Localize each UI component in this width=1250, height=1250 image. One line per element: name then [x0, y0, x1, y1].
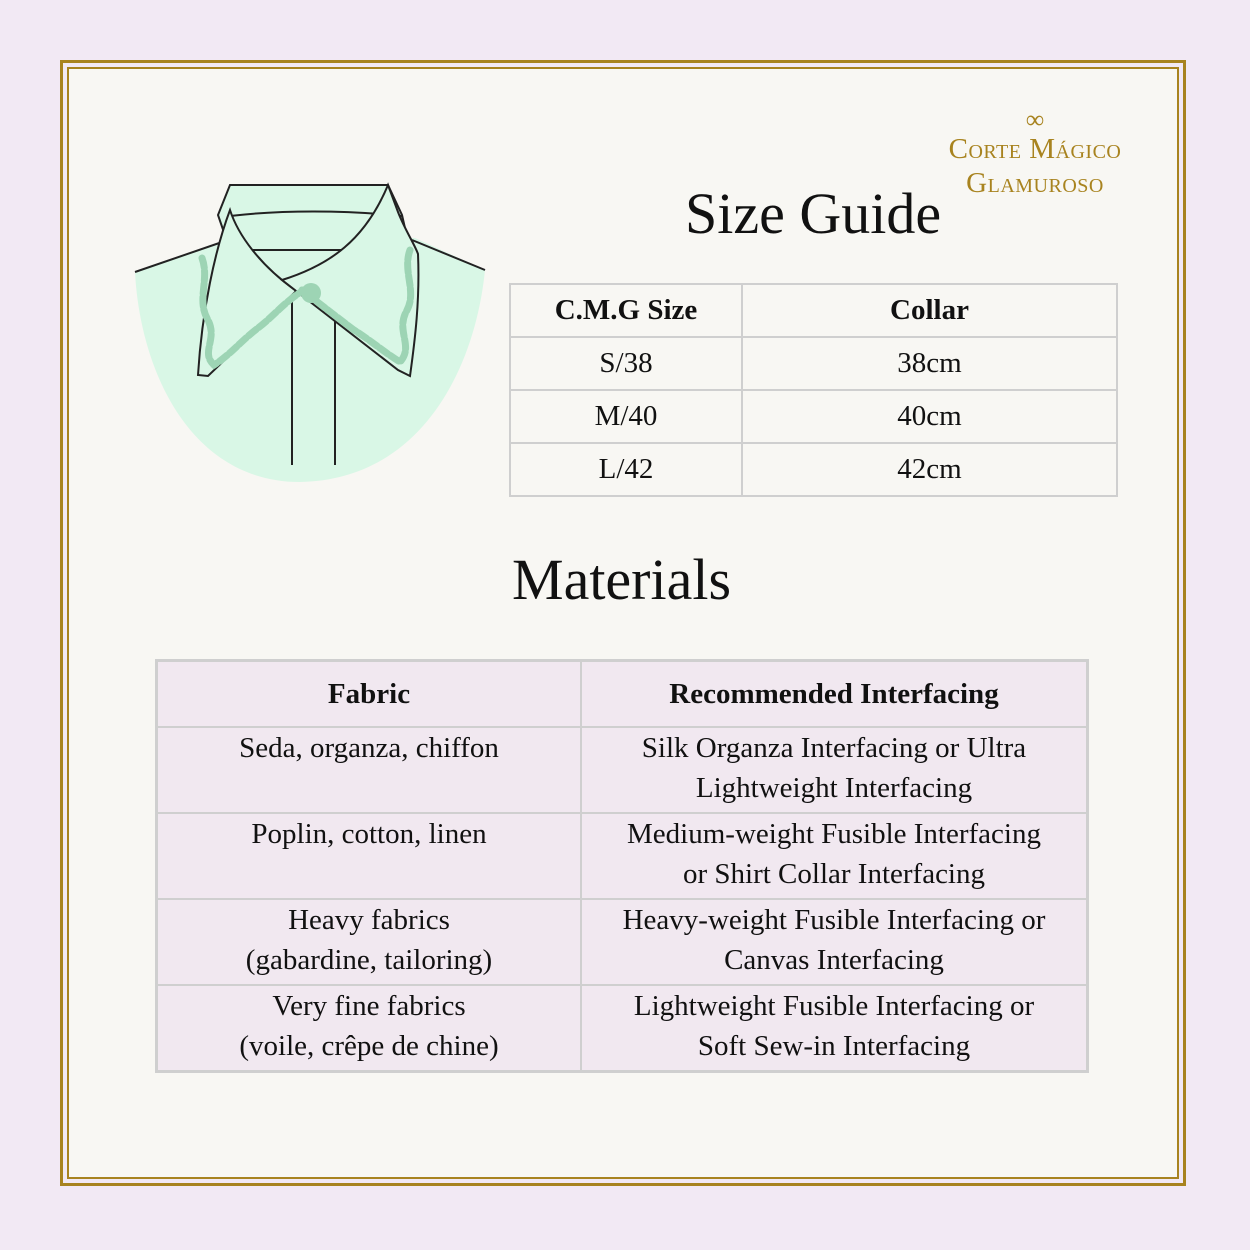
materials-table — [155, 659, 1089, 1073]
fabric-header: Fabric — [157, 661, 582, 728]
fabric-cell — [157, 899, 582, 985]
fabric-text: Poplin, cotton, linen — [251, 818, 487, 850]
size-guide-title: Size Guide — [685, 181, 942, 246]
table-row — [157, 899, 1088, 985]
table-row — [157, 985, 1088, 1072]
collar-cell: 38cm — [742, 337, 1117, 390]
interfacing-cell — [581, 813, 1088, 899]
size-cell: L/42 — [510, 443, 742, 496]
fabric-cell — [157, 813, 582, 899]
table-row — [510, 390, 1117, 443]
collar-cell: 42cm — [742, 443, 1117, 496]
collar-cell: 40cm — [742, 390, 1117, 443]
table-row — [157, 727, 1088, 813]
interfacing-text: Soft Sew-in Interfacing — [697, 1030, 971, 1062]
interfacing-header: Recommended Interfacing — [581, 661, 1088, 728]
interfacing-text: Canvas Interfacing — [724, 944, 944, 976]
fabric-cell — [157, 985, 582, 1072]
interfacing-text: Lightweight Interfacing — [695, 772, 973, 804]
table-row — [157, 813, 1088, 899]
fabric-text: (gabardine, tailoring) — [245, 944, 493, 976]
size-cell: M/40 — [510, 390, 742, 443]
table-row — [510, 337, 1117, 390]
interfacing-cell — [581, 985, 1088, 1072]
brand-logo — [930, 105, 1140, 200]
infinity-icon: ∞ — [1025, 105, 1045, 134]
size-header-row — [510, 284, 1117, 337]
fabric-text: (voile, crêpe de chine) — [239, 1030, 499, 1062]
fabric-text: Heavy fabrics — [288, 904, 450, 936]
materials-title: Materials — [512, 547, 732, 612]
button-icon — [301, 283, 321, 303]
materials-header-row — [157, 661, 1088, 728]
brand-line-1: Corte Mágico — [948, 133, 1122, 165]
interfacing-text: Medium-weight Fusible Interfacing — [627, 818, 1041, 850]
fabric-cell — [157, 727, 582, 813]
interfacing-cell — [581, 727, 1088, 813]
interfacing-text: Heavy-weight Fusible Interfacing or — [622, 904, 1046, 936]
interfacing-text: Lightweight Fusible Interfacing or — [633, 990, 1035, 1022]
fabric-text: Very fine fabrics — [272, 990, 466, 1022]
interfacing-text: Silk Organza Interfacing or Ultra — [641, 732, 1027, 764]
size-header-size: C.M.G Size — [510, 284, 742, 337]
fabric-text: Seda, organza, chiffon — [239, 732, 499, 764]
interfacing-text: or Shirt Collar Interfacing — [683, 858, 985, 890]
table-row — [510, 443, 1117, 496]
collar-illustration-icon — [130, 180, 490, 490]
brand-line-2: Glamuroso — [966, 167, 1104, 199]
size-header-collar: Collar — [742, 284, 1117, 337]
size-table — [509, 283, 1118, 497]
interfacing-cell — [581, 899, 1088, 985]
size-cell: S/38 — [510, 337, 742, 390]
